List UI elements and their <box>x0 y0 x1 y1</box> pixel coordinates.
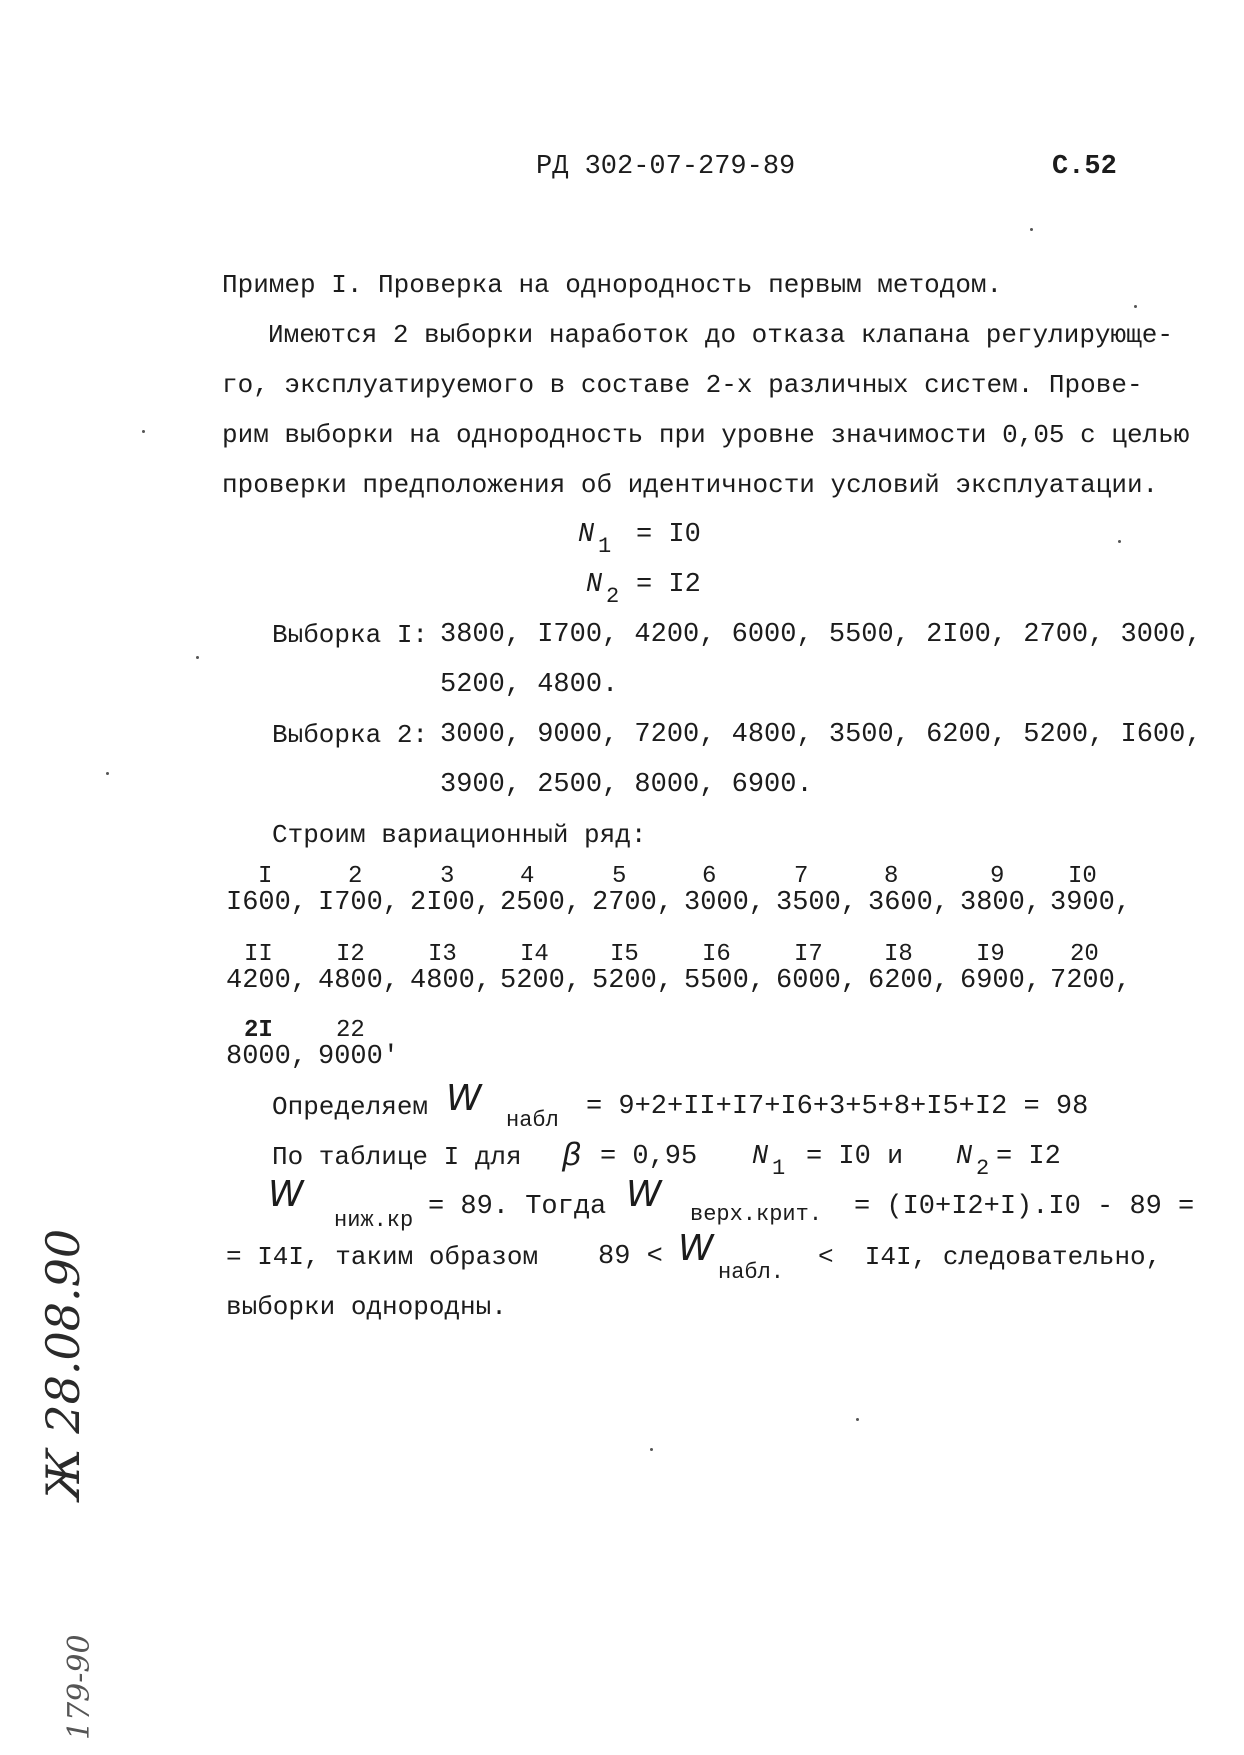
conclusion-line: выборки однородны. <box>226 1292 507 1322</box>
n2-symbol: N <box>586 570 603 600</box>
w-symbol: W <box>446 1078 482 1119</box>
rank-label: I6 <box>702 941 731 968</box>
rank-label: 2 <box>348 863 363 890</box>
inequality-upper-conclusion: < I4I, следовательно, <box>818 1242 1162 1272</box>
rank-label: I7 <box>794 941 823 968</box>
rank-label: I2 <box>336 941 365 968</box>
w-subscript-upper-critical: верх.крит. <box>690 1202 823 1227</box>
series-value: 7200, <box>1050 966 1132 996</box>
series-value: 3600, <box>868 888 950 918</box>
rank-label: 4 <box>520 863 535 890</box>
series-value: 3500, <box>776 888 858 918</box>
scan-speck <box>142 430 145 433</box>
sample-1-label: Выборка I: <box>272 620 429 650</box>
rank-label: I5 <box>610 941 639 968</box>
document-code: РД 302-07-279-89 <box>536 152 796 182</box>
calc-line-2-prefix: По таблице I для <box>272 1142 522 1172</box>
series-value: I700, <box>318 888 400 918</box>
scan-speck <box>1134 305 1137 308</box>
n2-symbol-calc: N <box>956 1142 973 1172</box>
sample-2-label: Выборка 2: <box>272 720 429 750</box>
rank-label: 20 <box>1070 941 1099 968</box>
scan-speck <box>106 772 109 775</box>
n1-value-calc: = I0 и <box>806 1142 904 1172</box>
w-upper-critical-formula: = (I0+I2+I).I0 - 89 = <box>854 1192 1195 1222</box>
series-value: 8000, <box>226 1042 308 1072</box>
w-subscript-lower-critical: ниж.кр <box>334 1208 414 1233</box>
inequality-lower: 89 < <box>598 1242 663 1272</box>
intro-line-1: Имеются 2 выборки наработок до отказа клапана регулирующе- <box>268 320 1173 350</box>
series-value: 9000' <box>318 1042 400 1072</box>
intro-line-2: го, эксплуатируемого в составе 2-х различных систем. Прове- <box>222 370 1143 400</box>
rank-label: 9 <box>990 863 1005 890</box>
series-value: 3800, <box>960 888 1042 918</box>
series-value: 3900, <box>1050 888 1132 918</box>
scan-speck <box>856 1418 859 1421</box>
series-value: 2500, <box>500 888 582 918</box>
w-lower-critical-value: = 89. Тогда <box>428 1192 607 1222</box>
series-value: 4800, <box>410 966 492 996</box>
n1-symbol-calc: N <box>752 1142 769 1172</box>
sample-2-values-line-2: 3900, 2500, 8000, 6900. <box>440 770 813 800</box>
rank-label: I0 <box>1068 863 1097 890</box>
beta-symbol: β <box>562 1138 582 1175</box>
series-value: 2I00, <box>410 888 492 918</box>
rank-label: I8 <box>884 941 913 968</box>
series-value: 4800, <box>318 966 400 996</box>
w-subscript-observed-2: набл. <box>718 1260 785 1285</box>
sample-1-values-line-2: 5200, 4800. <box>440 670 619 700</box>
w-observed-sum: = 9+2+II+I7+I6+3+5+8+I5+I2 = 98 <box>586 1092 1089 1122</box>
series-value: 6000, <box>776 966 858 996</box>
rank-label: I3 <box>428 941 457 968</box>
rank-label: I4 <box>520 941 549 968</box>
w-symbol: W <box>626 1174 662 1215</box>
series-value: I600, <box>226 888 308 918</box>
w-subscript-observed: набл <box>506 1108 559 1133</box>
calc-line-1-prefix: Определяем <box>272 1092 429 1122</box>
series-value: 6900, <box>960 966 1042 996</box>
example-title: Пример I. Проверка на однородность первым методом. <box>222 270 1003 300</box>
rank-label: 8 <box>884 863 899 890</box>
series-value: 6200, <box>868 966 950 996</box>
rank-label: 22 <box>336 1017 365 1044</box>
rank-label: II <box>244 941 273 968</box>
n1-subscript: 1 <box>598 534 612 559</box>
scan-speck <box>196 656 199 659</box>
scan-speck <box>1030 228 1033 231</box>
series-value: 4200, <box>226 966 308 996</box>
sample-1-values-line-1: 3800, I700, 4200, 6000, 5500, 2I00, 2700, 3000, <box>440 620 1202 650</box>
w-symbol: W <box>678 1228 714 1269</box>
intro-line-3: рим выборки на однородность при уровне значимости 0,05 с целью <box>222 420 1190 450</box>
margin-inventory-number: 179-90 <box>62 1634 97 1740</box>
series-value: 5200, <box>592 966 674 996</box>
series-value: 5500, <box>684 966 766 996</box>
intro-line-4: проверки предположения об идентичности условий эксплуатации. <box>222 470 1159 500</box>
n2-subscript-calc: 2 <box>976 1156 990 1181</box>
series-value: 3000, <box>684 888 766 918</box>
beta-value: = 0,95 <box>600 1142 698 1172</box>
handwritten-margin-note: Ж 28.08.90 <box>36 1228 90 1500</box>
n2-value-calc: = I2 <box>996 1142 1061 1172</box>
n1-subscript-calc: 1 <box>772 1156 786 1181</box>
rank-label: 5 <box>612 863 627 890</box>
n1-value: = I0 <box>636 520 701 550</box>
scan-speck <box>650 1448 653 1451</box>
series-value: 2700, <box>592 888 674 918</box>
sample-2-values-line-1: 3000, 9000, 7200, 4800, 3500, 6200, 5200, I600, <box>440 720 1202 750</box>
rank-label: I <box>258 863 273 890</box>
page-number: С.52 <box>1052 152 1117 182</box>
rank-label: 7 <box>794 863 809 890</box>
n2-subscript: 2 <box>606 584 620 609</box>
rank-label: 6 <box>702 863 717 890</box>
series-value: 5200, <box>500 966 582 996</box>
rank-label: 2I <box>244 1017 273 1044</box>
rank-label: 3 <box>440 863 455 890</box>
n1-symbol: N <box>578 520 595 550</box>
calc-line-4-start: = I4I, таким образом <box>226 1242 539 1272</box>
n2-value: = I2 <box>636 570 701 600</box>
w-symbol: W <box>268 1174 304 1215</box>
variation-series-heading: Строим вариационный ряд: <box>272 820 647 850</box>
rank-label: I9 <box>976 941 1005 968</box>
scan-speck <box>1118 540 1121 543</box>
